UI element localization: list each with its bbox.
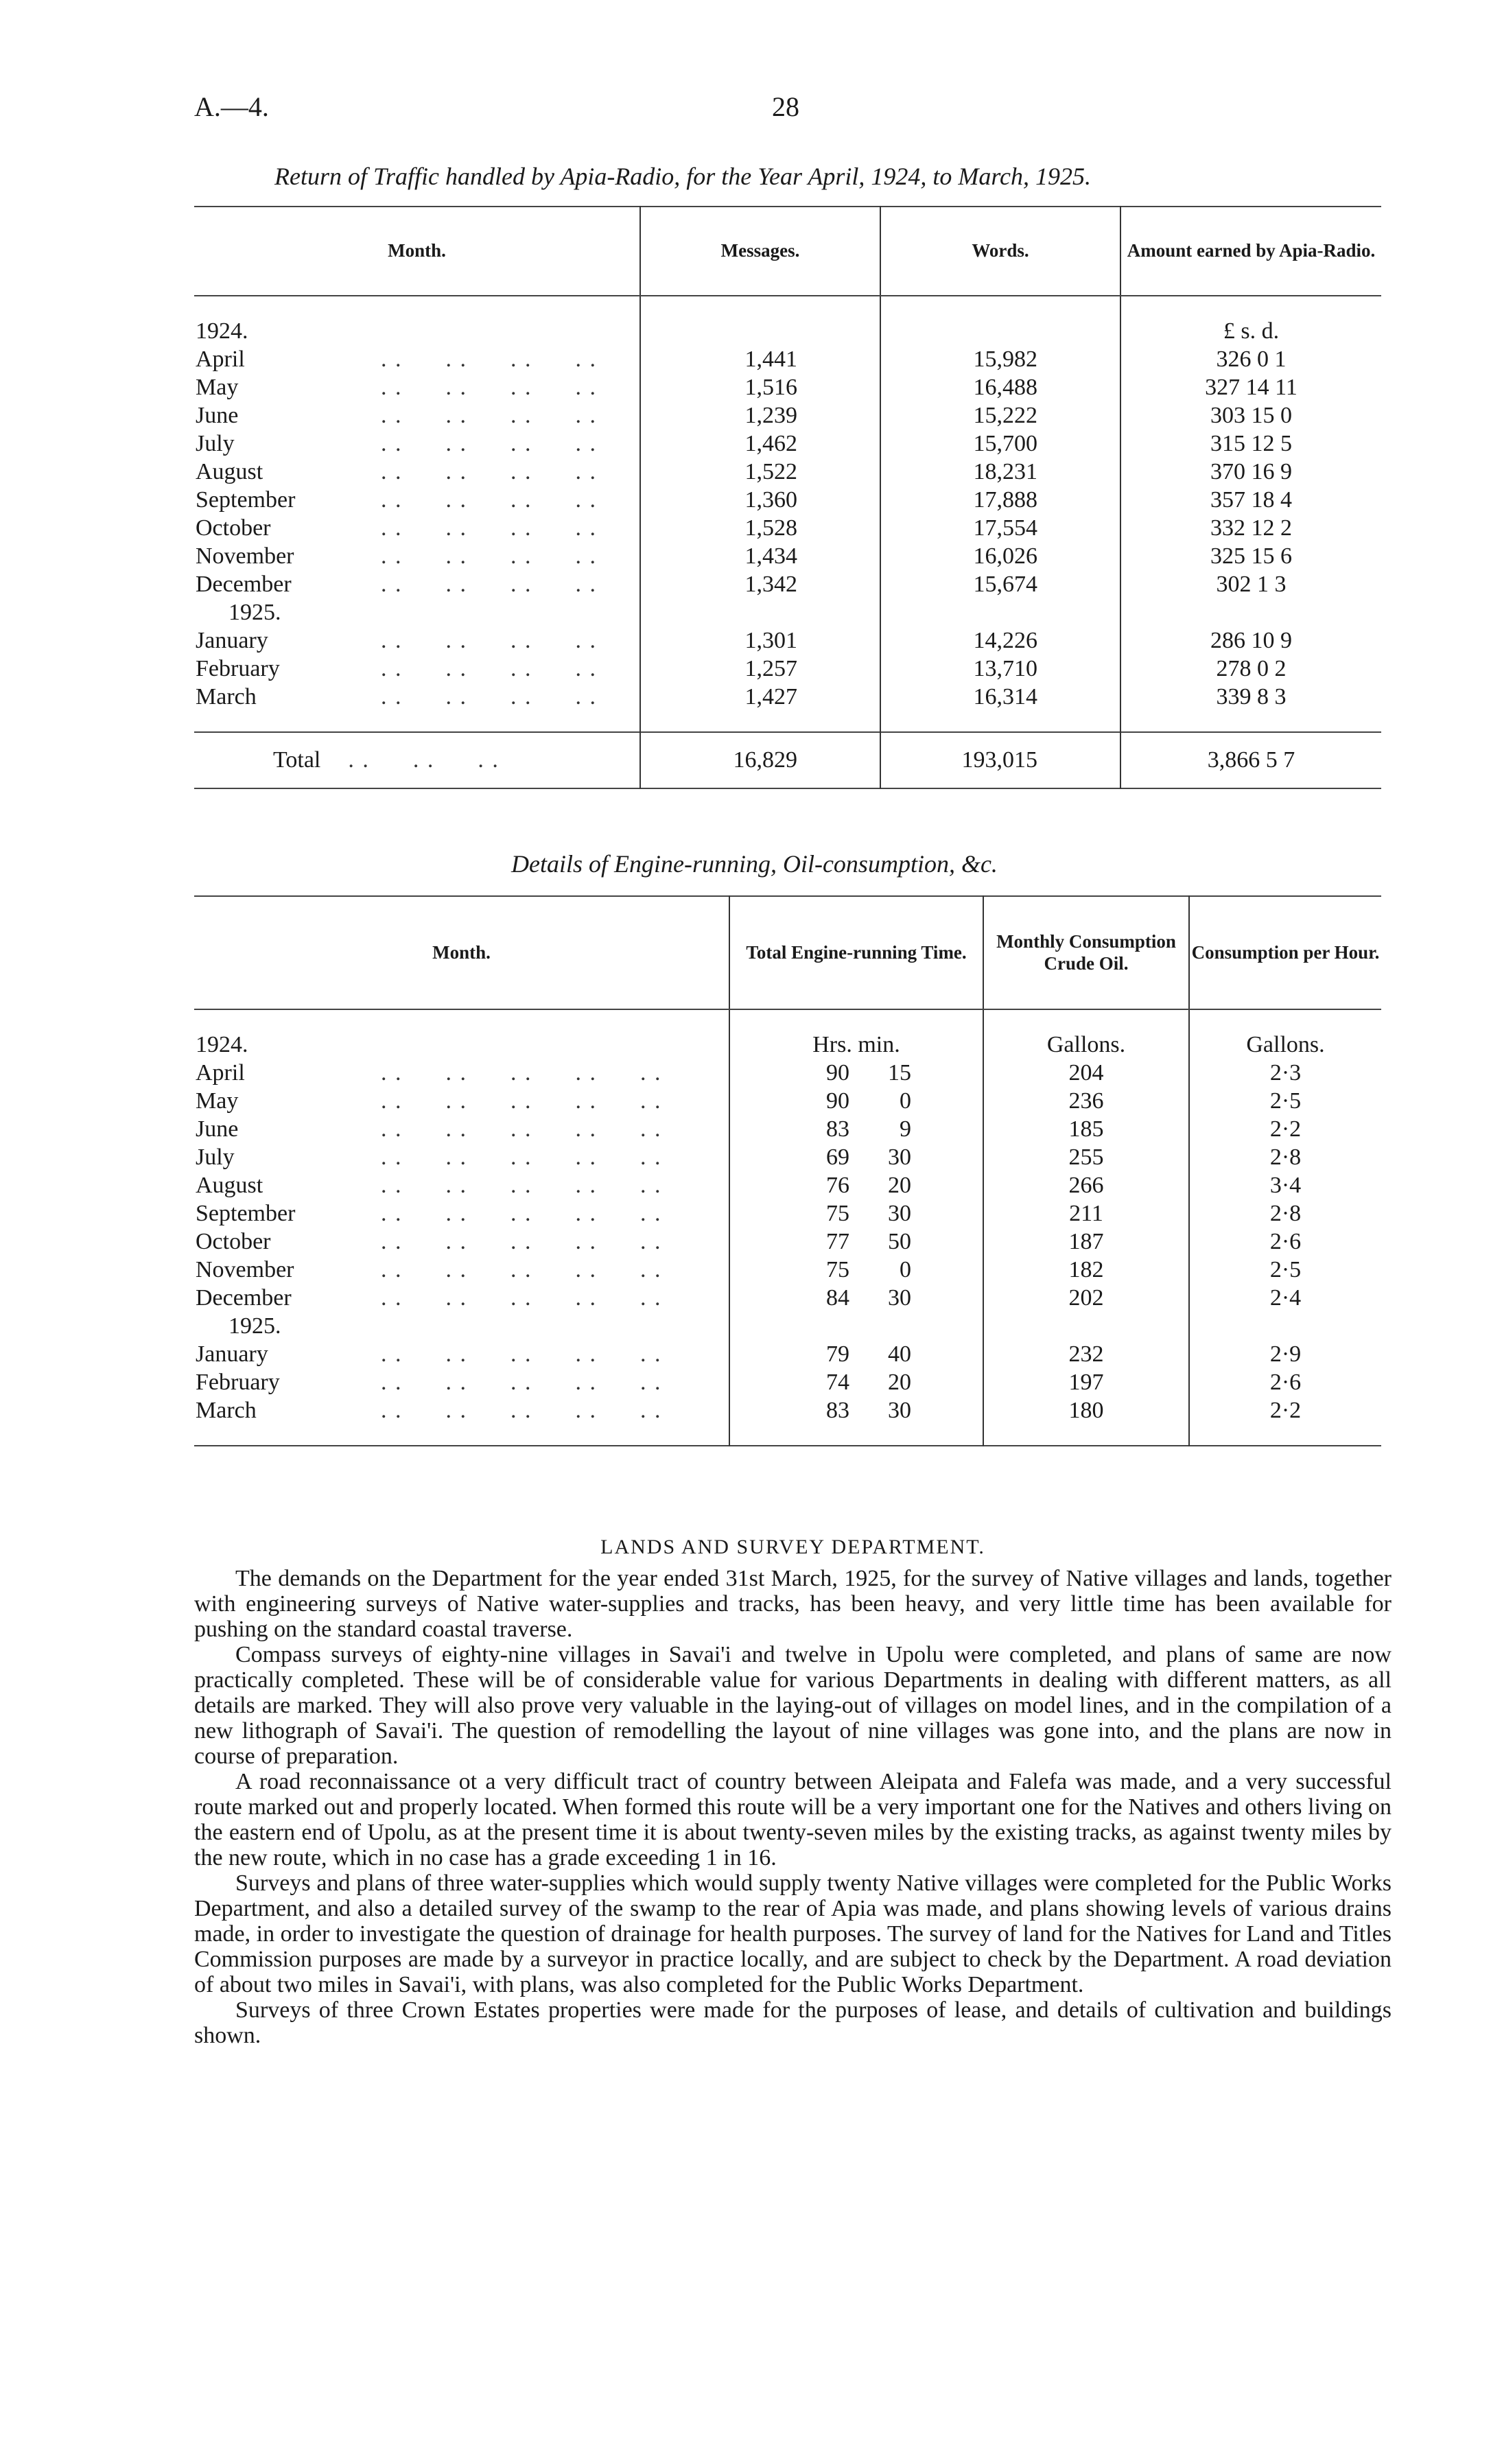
amount-cell: 357 18 4 [1120, 486, 1381, 514]
paragraph: Surveys of three Crown Estates properties were made for the purposes of lease, and details of cultivation and buildings shown. [194, 1997, 1392, 2048]
words-cell: 16,488 [880, 373, 1120, 401]
col-oil-header: Monthly Consumption Crude Oil. [983, 896, 1189, 1009]
month-cell: June . . . . . . . . [196, 403, 597, 428]
month-label: April [196, 347, 245, 372]
words-cell: 15,700 [880, 430, 1120, 458]
month-cell: September . . . . . . . . . . [196, 1201, 662, 1226]
month-label: March [196, 1398, 257, 1423]
paragraph: The demands on the Department for the year ended 31st March, 1925, for the survey of Native villages and lands, together with engineering surveys of Native water-supplies and tracks, has been heavy, and very little time has been available for pushing on the standard coastal traverse. [194, 1566, 1392, 1642]
total-label: Total [273, 747, 321, 773]
month-label: August [196, 459, 263, 484]
oil-cell: 197 [983, 1368, 1189, 1396]
month-label: October [196, 1229, 271, 1254]
oil-cell: 232 [983, 1340, 1189, 1368]
month-cell: December . . . . . . . . . . [196, 1285, 662, 1311]
month-cell: January . . . . . . . . . . [196, 1341, 662, 1367]
hours-value: 84 [826, 1285, 849, 1311]
time-cell [729, 1284, 983, 1312]
perhour-cell: 2·8 [1189, 1199, 1381, 1228]
oil-cell: 255 [983, 1143, 1189, 1171]
engine-header-row [194, 896, 1381, 1009]
amount-cell: 326 0 1 [1120, 345, 1381, 373]
month-cell: July . . . . . . . . [196, 431, 597, 456]
hours-value: 79 [826, 1341, 849, 1367]
table-row [194, 373, 1381, 401]
month-cell: August . . . . . . . . [196, 459, 597, 484]
month-label: December [196, 572, 292, 597]
month-label: September [196, 1201, 296, 1226]
hours-value: 77 [826, 1229, 849, 1254]
time-cell [729, 1228, 983, 1256]
engine-table-caption: Details of Engine-running, Oil-consumption, &c. [511, 850, 998, 878]
table-row [194, 655, 1381, 683]
month-label: November [196, 543, 294, 569]
paragraph: Compass surveys of eighty-nine villages in Savai'i and twelve in Upolu were completed, and plans of same are now practically completed. These will be of considerable value for various Departments in dealing with different matters, as all details are marked. They will also prove very valuable in the laying-out of villages on model lines, and in the compilation of a new lithograph of Savai'i. The question of remodelling the layout of nine villages was gone into, and the plans are now in course of preparation. [194, 1642, 1392, 1769]
month-cell: December . . . . . . . . [196, 572, 597, 597]
hours-value: 90 [826, 1060, 849, 1086]
perhour-cell: 2·8 [1189, 1143, 1381, 1171]
total-words: 193,015 [880, 732, 1120, 788]
month-cell: October . . . . . . . . [196, 515, 597, 541]
table-row [194, 430, 1381, 458]
month-label: November [196, 1257, 294, 1282]
month-label: March [196, 684, 257, 709]
page-number: 28 [772, 91, 799, 122]
month-label: December [196, 1285, 292, 1311]
table-row [194, 542, 1381, 570]
perhour-cell: 2·2 [1189, 1115, 1381, 1143]
perhour-cell: 2·9 [1189, 1340, 1381, 1368]
table-row [194, 1059, 1381, 1087]
total-row [194, 732, 1381, 788]
table-row [194, 345, 1381, 373]
traffic-table-caption: Return of Traffic handled by Apia-Radio, for the Year April, 1924, to March, 1925. [274, 163, 1091, 190]
page-ref: A.—4. [194, 91, 269, 122]
words-cell: 16,026 [880, 542, 1120, 570]
table-row [194, 1115, 1381, 1143]
messages-cell: 1,301 [640, 626, 880, 655]
minutes-value: 20 [888, 1370, 911, 1395]
month-label: January [196, 628, 268, 653]
month-cell: November . . . . . . . . [196, 543, 597, 569]
words-cell: 18,231 [880, 458, 1120, 486]
messages-cell: 1,516 [640, 373, 880, 401]
month-label: June [196, 1116, 239, 1142]
perhour-cell: 2·6 [1189, 1228, 1381, 1256]
minutes-value: 30 [888, 1285, 911, 1311]
year-label: 1924. [196, 318, 248, 344]
month-cell: July . . . . . . . . . . [196, 1145, 662, 1170]
amount-cell: 286 10 9 [1120, 626, 1381, 655]
month-cell: February . . . . . . . . [196, 656, 597, 681]
section-title: LANDS AND SURVEY DEPARTMENT. [600, 1536, 985, 1558]
year-row [194, 1312, 1381, 1340]
year-label: 1925. [228, 1313, 281, 1339]
month-cell: March . . . . . . . . . . [196, 1398, 662, 1423]
month-cell: November . . . . . . . . . . [196, 1257, 662, 1282]
time-cell [729, 1087, 983, 1115]
time-cell [729, 1256, 983, 1284]
amount-cell: 327 14 11 [1120, 373, 1381, 401]
messages-cell: 1,257 [640, 655, 880, 683]
minutes-value: 0 [900, 1088, 911, 1114]
hours-value: 69 [826, 1145, 849, 1170]
hours-value: 83 [826, 1398, 849, 1423]
minutes-value: 20 [888, 1173, 911, 1198]
time-cell [729, 1368, 983, 1396]
table-row [194, 1171, 1381, 1199]
col-time-header: Total Engine-running Time. [729, 896, 983, 1009]
month-label: October [196, 515, 271, 541]
month-label: May [196, 375, 239, 400]
amount-cell: 302 1 3 [1120, 570, 1381, 598]
month-label: April [196, 1060, 245, 1086]
time-cell [729, 1340, 983, 1368]
year-label: 1924. [196, 1032, 248, 1057]
minutes-value: 30 [888, 1145, 911, 1170]
amount-cell: 303 15 0 [1120, 401, 1381, 430]
amount-cell: 332 12 2 [1120, 514, 1381, 542]
oil-cell: 204 [983, 1059, 1189, 1087]
messages-cell: 1,239 [640, 401, 880, 430]
month-cell: January . . . . . . . . [196, 628, 597, 653]
perhour-cell: 2·4 [1189, 1284, 1381, 1312]
month-cell: June . . . . . . . . . . [196, 1116, 662, 1142]
month-cell: April . . . . . . . . . . [196, 1060, 662, 1086]
month-cell: May . . . . . . . . [196, 375, 597, 400]
month-cell: October . . . . . . . . . . [196, 1229, 662, 1254]
section-body [194, 1566, 1392, 2048]
amount-cell: 325 15 6 [1120, 542, 1381, 570]
traffic-table [194, 206, 1381, 789]
total-amount: 3,866 5 7 [1120, 732, 1381, 788]
month-cell: August . . . . . . . . . . [196, 1173, 662, 1198]
table-row [194, 570, 1381, 598]
oil-cell: 180 [983, 1396, 1189, 1424]
messages-cell: 1,342 [640, 570, 880, 598]
total-cell: Total . . . . . . [194, 732, 640, 788]
month-label: July [196, 431, 235, 456]
minutes-value: 15 [888, 1060, 911, 1086]
table-row [194, 683, 1381, 711]
messages-cell: 1,462 [640, 430, 880, 458]
messages-cell: 1,441 [640, 345, 880, 373]
table-row [194, 1143, 1381, 1171]
oil-cell: 185 [983, 1115, 1189, 1143]
perhour-units: Gallons. [1189, 1031, 1381, 1059]
table-row [194, 1340, 1381, 1368]
amount-cell: 339 8 3 [1120, 683, 1381, 711]
words-cell: 17,554 [880, 514, 1120, 542]
table-row [194, 1396, 1381, 1424]
table-row [194, 1368, 1381, 1396]
messages-cell: 1,522 [640, 458, 880, 486]
words-cell: 14,226 [880, 626, 1120, 655]
oil-cell: 266 [983, 1171, 1189, 1199]
perhour-cell: 2·2 [1189, 1396, 1381, 1424]
perhour-cell: 2·5 [1189, 1087, 1381, 1115]
col-amount-header: Amount earned by Apia-Radio. [1120, 207, 1381, 296]
time-cell [729, 1143, 983, 1171]
words-cell: 17,888 [880, 486, 1120, 514]
perhour-cell: 3·4 [1189, 1171, 1381, 1199]
oil-cell: 187 [983, 1228, 1189, 1256]
table-row [194, 1087, 1381, 1115]
paragraph: A road reconnaissance ot a very difficult tract of country between Aleipata and Falefa was made, and a very successful route marked out and properly located. When formed this route will be a very important one for the Natives and others living on the eastern end of Upolu, as at the present time it is about twenty-seven miles by the existing tracks, as against twenty miles by the new route, which in no case has a grade exceeding 1 in 16. [194, 1769, 1392, 1870]
oil-cell: 211 [983, 1199, 1189, 1228]
year-label: 1925. [228, 600, 281, 625]
amount-cell: 370 16 9 [1120, 458, 1381, 486]
month-cell: September . . . . . . . . [196, 487, 597, 513]
time-units: Hrs. min. [729, 1031, 983, 1059]
hours-value: 90 [826, 1088, 849, 1114]
messages-cell: 1,434 [640, 542, 880, 570]
table-row [194, 486, 1381, 514]
time-cell [729, 1171, 983, 1199]
currency-units: £ s. d. [1120, 317, 1381, 345]
hours-value: 75 [826, 1201, 849, 1226]
month-label: February [196, 1370, 280, 1395]
words-cell: 15,222 [880, 401, 1120, 430]
month-label: May [196, 1088, 239, 1114]
month-cell: February . . . . . . . . . . [196, 1370, 662, 1395]
lands-section [194, 1536, 1392, 2048]
words-cell: 16,314 [880, 683, 1120, 711]
amount-cell: 315 12 5 [1120, 430, 1381, 458]
traffic-header-row [194, 207, 1381, 296]
year-row [194, 598, 1381, 626]
table-row [194, 626, 1381, 655]
table-row [194, 1228, 1381, 1256]
table-row [194, 514, 1381, 542]
month-label: February [196, 656, 280, 681]
month-cell: May . . . . . . . . . . [196, 1088, 662, 1114]
year-row [194, 1031, 1381, 1059]
perhour-cell: 2·3 [1189, 1059, 1381, 1087]
table-row [194, 1256, 1381, 1284]
messages-cell: 1,427 [640, 683, 880, 711]
total-messages: 16,829 [640, 732, 880, 788]
paragraph: Surveys and plans of three water-supplies which would supply twenty Native villages were completed for the Public Works Department, and also a detailed survey of the swamp to the rear of Apia was made, and plans showing levels of various drains made, in order to investigate the question of drainage for health purposes. The survey of land for the Natives for Land and Titles Commission purposes are made by a surveyor in practice locally, and are subject to check by the Department. A road deviation of about two miles in Savai'i, with plans, was also completed for the Public Works Department. [194, 1870, 1392, 1997]
col-month-header: Month. [194, 207, 640, 296]
amount-cell: 278 0 2 [1120, 655, 1381, 683]
words-cell: 15,674 [880, 570, 1120, 598]
col-words-header: Words. [880, 207, 1120, 296]
month-label: June [196, 403, 239, 428]
time-cell [729, 1396, 983, 1424]
table-row [194, 1199, 1381, 1228]
minutes-value: 40 [888, 1341, 911, 1367]
minutes-value: 50 [888, 1229, 911, 1254]
perhour-cell: 2·5 [1189, 1256, 1381, 1284]
hours-value: 75 [826, 1257, 849, 1282]
minutes-value: 30 [888, 1201, 911, 1226]
minutes-value: 30 [888, 1398, 911, 1423]
time-cell [729, 1059, 983, 1087]
perhour-cell: 2·6 [1189, 1368, 1381, 1396]
messages-cell: 1,360 [640, 486, 880, 514]
oil-cell: 236 [983, 1087, 1189, 1115]
month-label: July [196, 1145, 235, 1170]
oil-cell: 202 [983, 1284, 1189, 1312]
hours-value: 83 [826, 1116, 849, 1142]
engine-table [194, 895, 1381, 1446]
table-row [194, 1284, 1381, 1312]
month-label: September [196, 487, 296, 513]
month-label: January [196, 1341, 268, 1367]
table-row [194, 401, 1381, 430]
month-label: August [196, 1173, 263, 1198]
words-cell: 13,710 [880, 655, 1120, 683]
col-messages-header: Messages. [640, 207, 880, 296]
col-month-header: Month. [194, 896, 729, 1009]
minutes-value: 9 [900, 1116, 911, 1142]
messages-cell: 1,528 [640, 514, 880, 542]
time-cell [729, 1115, 983, 1143]
table-row [194, 458, 1381, 486]
hours-value: 74 [826, 1370, 849, 1395]
oil-cell: 182 [983, 1256, 1189, 1284]
month-cell: April . . . . . . . . [196, 347, 597, 372]
oil-units: Gallons. [983, 1031, 1189, 1059]
col-perhour-header: Consumption per Hour. [1189, 896, 1381, 1009]
year-row [194, 317, 1381, 345]
hours-value: 76 [826, 1173, 849, 1198]
minutes-value: 0 [900, 1257, 911, 1282]
words-cell: 15,982 [880, 345, 1120, 373]
month-cell: March . . . . . . . . [196, 684, 597, 709]
time-cell [729, 1199, 983, 1228]
